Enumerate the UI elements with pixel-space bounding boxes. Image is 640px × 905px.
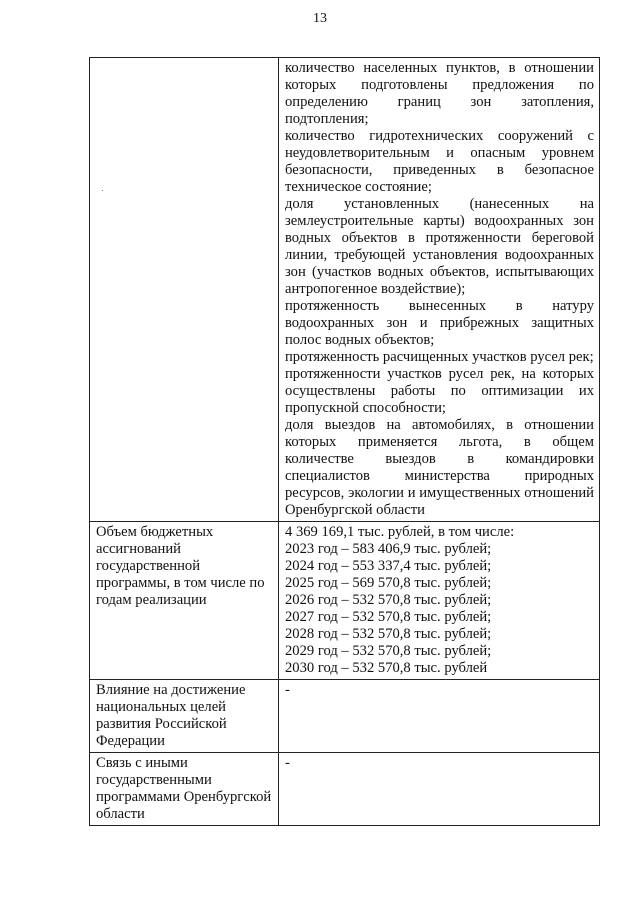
related-programs-cell	[279, 753, 600, 826]
indicator-text: доля установленных (нанесенных на землеустроительные карты) водоохранных зон водных объектов в протяженности береговой линии, требующей установления водоохранных зон (участков водных объектов, испытывающих антропогенное воздействие);	[285, 196, 594, 297]
table-row	[90, 522, 600, 680]
indicator-text: протяженность вынесенных в натуру водоохранных зон и прибрежных защитных полос водных объектов;	[285, 298, 594, 348]
budget-year: 2023 год – 583 406,9 тыс. рублей;	[285, 541, 492, 557]
budget-year: 2026 год – 532 570,8 тыс. рублей;	[285, 592, 492, 608]
national-goals-cell	[279, 680, 600, 753]
indicators-cell	[279, 58, 600, 522]
indicator-text: количество населенных пунктов, в отношении которых подготовлены предложения по определению границ зон затопления, подтопления;	[285, 60, 594, 127]
cell-value: -	[285, 755, 290, 771]
row-label: Связь с иными государственными программами Оренбургской области	[90, 753, 279, 826]
indicator-text: количество гидротехнических сооружений с неудовлетворительным и опасным уровнем безопасности, приведенных в безопасное техническое состояние;	[285, 128, 594, 195]
table-row	[90, 753, 600, 826]
row-label	[90, 58, 279, 522]
budget-year: 2025 год – 569 570,8 тыс. рублей;	[285, 575, 492, 591]
budget-year: 2027 год – 532 570,8 тыс. рублей;	[285, 609, 492, 625]
indicator-text: протяженность расчищенных участков русел рек;	[285, 349, 594, 365]
table-row	[90, 58, 600, 522]
budget-year: 2029 год – 532 570,8 тыс. рублей;	[285, 643, 492, 659]
indicator-text: протяженности участков русел рек, на которых осуществлены работы по оптимизации их пропускной способности;	[285, 366, 594, 416]
budget-year: 2030 год – 532 570,8 тыс. рублей	[285, 660, 488, 676]
page-number: 13	[313, 11, 327, 26]
table-row	[90, 680, 600, 753]
indicator-text: доля выездов на автомобилях, в отношении которых применяется льгота, в общем количестве выездов в командировки специалистов министерства природных ресурсов, экологии и имущественных отношений Оренбургской области	[285, 417, 594, 518]
program-passport-table	[89, 57, 600, 826]
budget-total: 4 369 169,1 тыс. рублей, в том числе:	[285, 524, 515, 540]
row-label: Объем бюджетных ассигнований государственной программы, в том числе по годам реализации	[90, 522, 279, 680]
budget-year: 2028 год – 532 570,8 тыс. рублей;	[285, 626, 492, 642]
budget-cell	[279, 522, 600, 680]
budget-year: 2024 год – 553 337,4 тыс. рублей;	[285, 558, 492, 574]
cell-value: -	[285, 682, 290, 698]
row-label: Влияние на достижение национальных целей развития Российской Федерации	[90, 680, 279, 753]
